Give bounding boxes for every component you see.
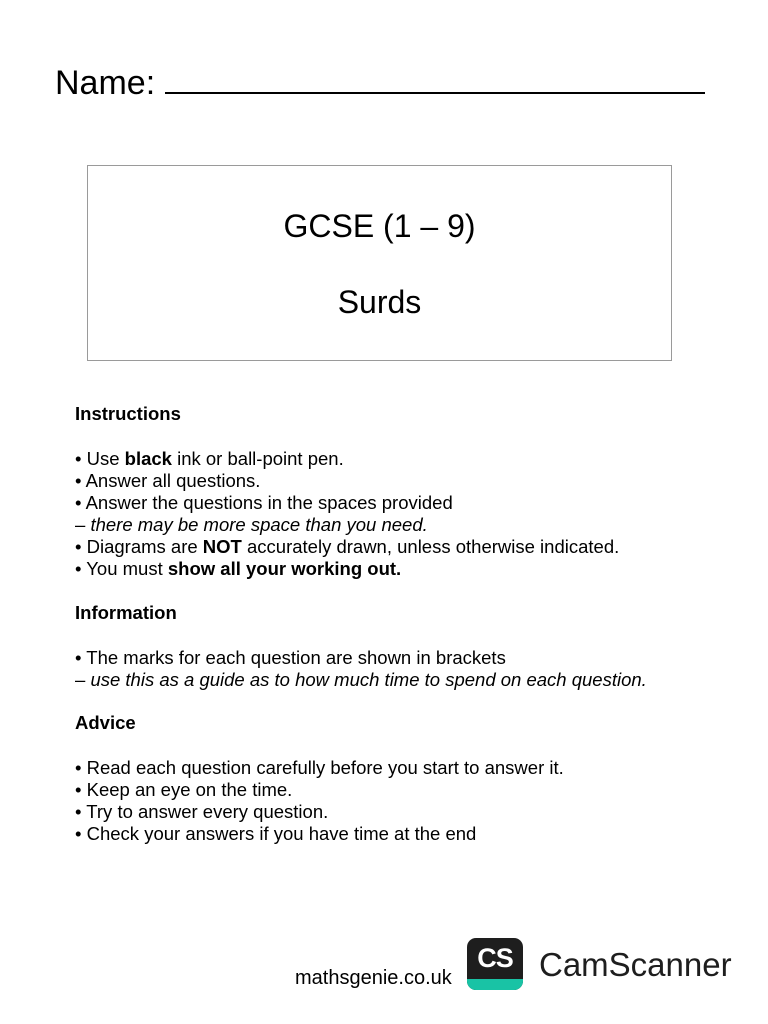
instruction-item: • Answer the questions in the spaces provided xyxy=(75,492,453,513)
instruction-item: • Answer all questions. xyxy=(75,470,261,491)
instruction-item xyxy=(75,536,619,558)
camscanner-logo-icon xyxy=(467,938,523,990)
information-list xyxy=(75,647,647,691)
advice-list xyxy=(75,757,564,845)
advice-item: • Read each question carefully before you start to answer it. xyxy=(75,757,564,778)
camscanner-wordmark: CamScanner xyxy=(539,946,732,983)
topic-title: Surds xyxy=(337,284,422,320)
instruction-note-italic: there may be more space than you need. xyxy=(90,514,428,535)
name-label: Name: xyxy=(55,64,156,102)
instruction-text: ink or ball-point pen. xyxy=(171,448,344,469)
advice-section xyxy=(75,712,564,845)
instruction-emphasis: NOT xyxy=(202,536,242,557)
logo-letters: CS xyxy=(477,943,513,973)
logo-stripe xyxy=(467,979,523,990)
instructions-heading: Instructions xyxy=(75,403,181,424)
information-item: • The marks for each question are shown in brackets xyxy=(75,647,506,668)
advice-item: • Try to answer every question. xyxy=(75,801,329,822)
name-blank-line xyxy=(165,60,705,94)
information-heading: Information xyxy=(75,602,177,623)
advice-item: • Check your answers if you have time at the end xyxy=(75,823,477,844)
instruction-emphasis: black xyxy=(124,448,172,469)
dash: – xyxy=(75,514,91,535)
instruction-item xyxy=(75,448,619,470)
information-section xyxy=(75,602,647,691)
instruction-text: • Diagrams are xyxy=(75,536,203,557)
information-item-note xyxy=(75,669,647,691)
advice-heading: Advice xyxy=(75,712,136,733)
instruction-text: accurately drawn, unless otherwise indicated. xyxy=(241,536,620,557)
instruction-item xyxy=(75,558,619,580)
name-field-row xyxy=(55,60,705,104)
instruction-item-note xyxy=(75,514,619,536)
exam-level-title: GCSE (1 – 9) xyxy=(283,208,476,244)
information-note-italic: use this as a guide as to how much time to spend on each question. xyxy=(90,669,647,690)
footer-website: mathsgenie.co.uk xyxy=(295,967,452,989)
instructions-section xyxy=(75,403,619,580)
dash: – xyxy=(75,669,91,690)
advice-item: • Keep an eye on the time. xyxy=(75,779,293,800)
instructions-list xyxy=(75,448,619,580)
instruction-emphasis: show all your working out. xyxy=(167,558,402,579)
title-box xyxy=(87,165,672,361)
instruction-text: • Use xyxy=(75,448,125,469)
instruction-text: • You must xyxy=(75,558,168,579)
